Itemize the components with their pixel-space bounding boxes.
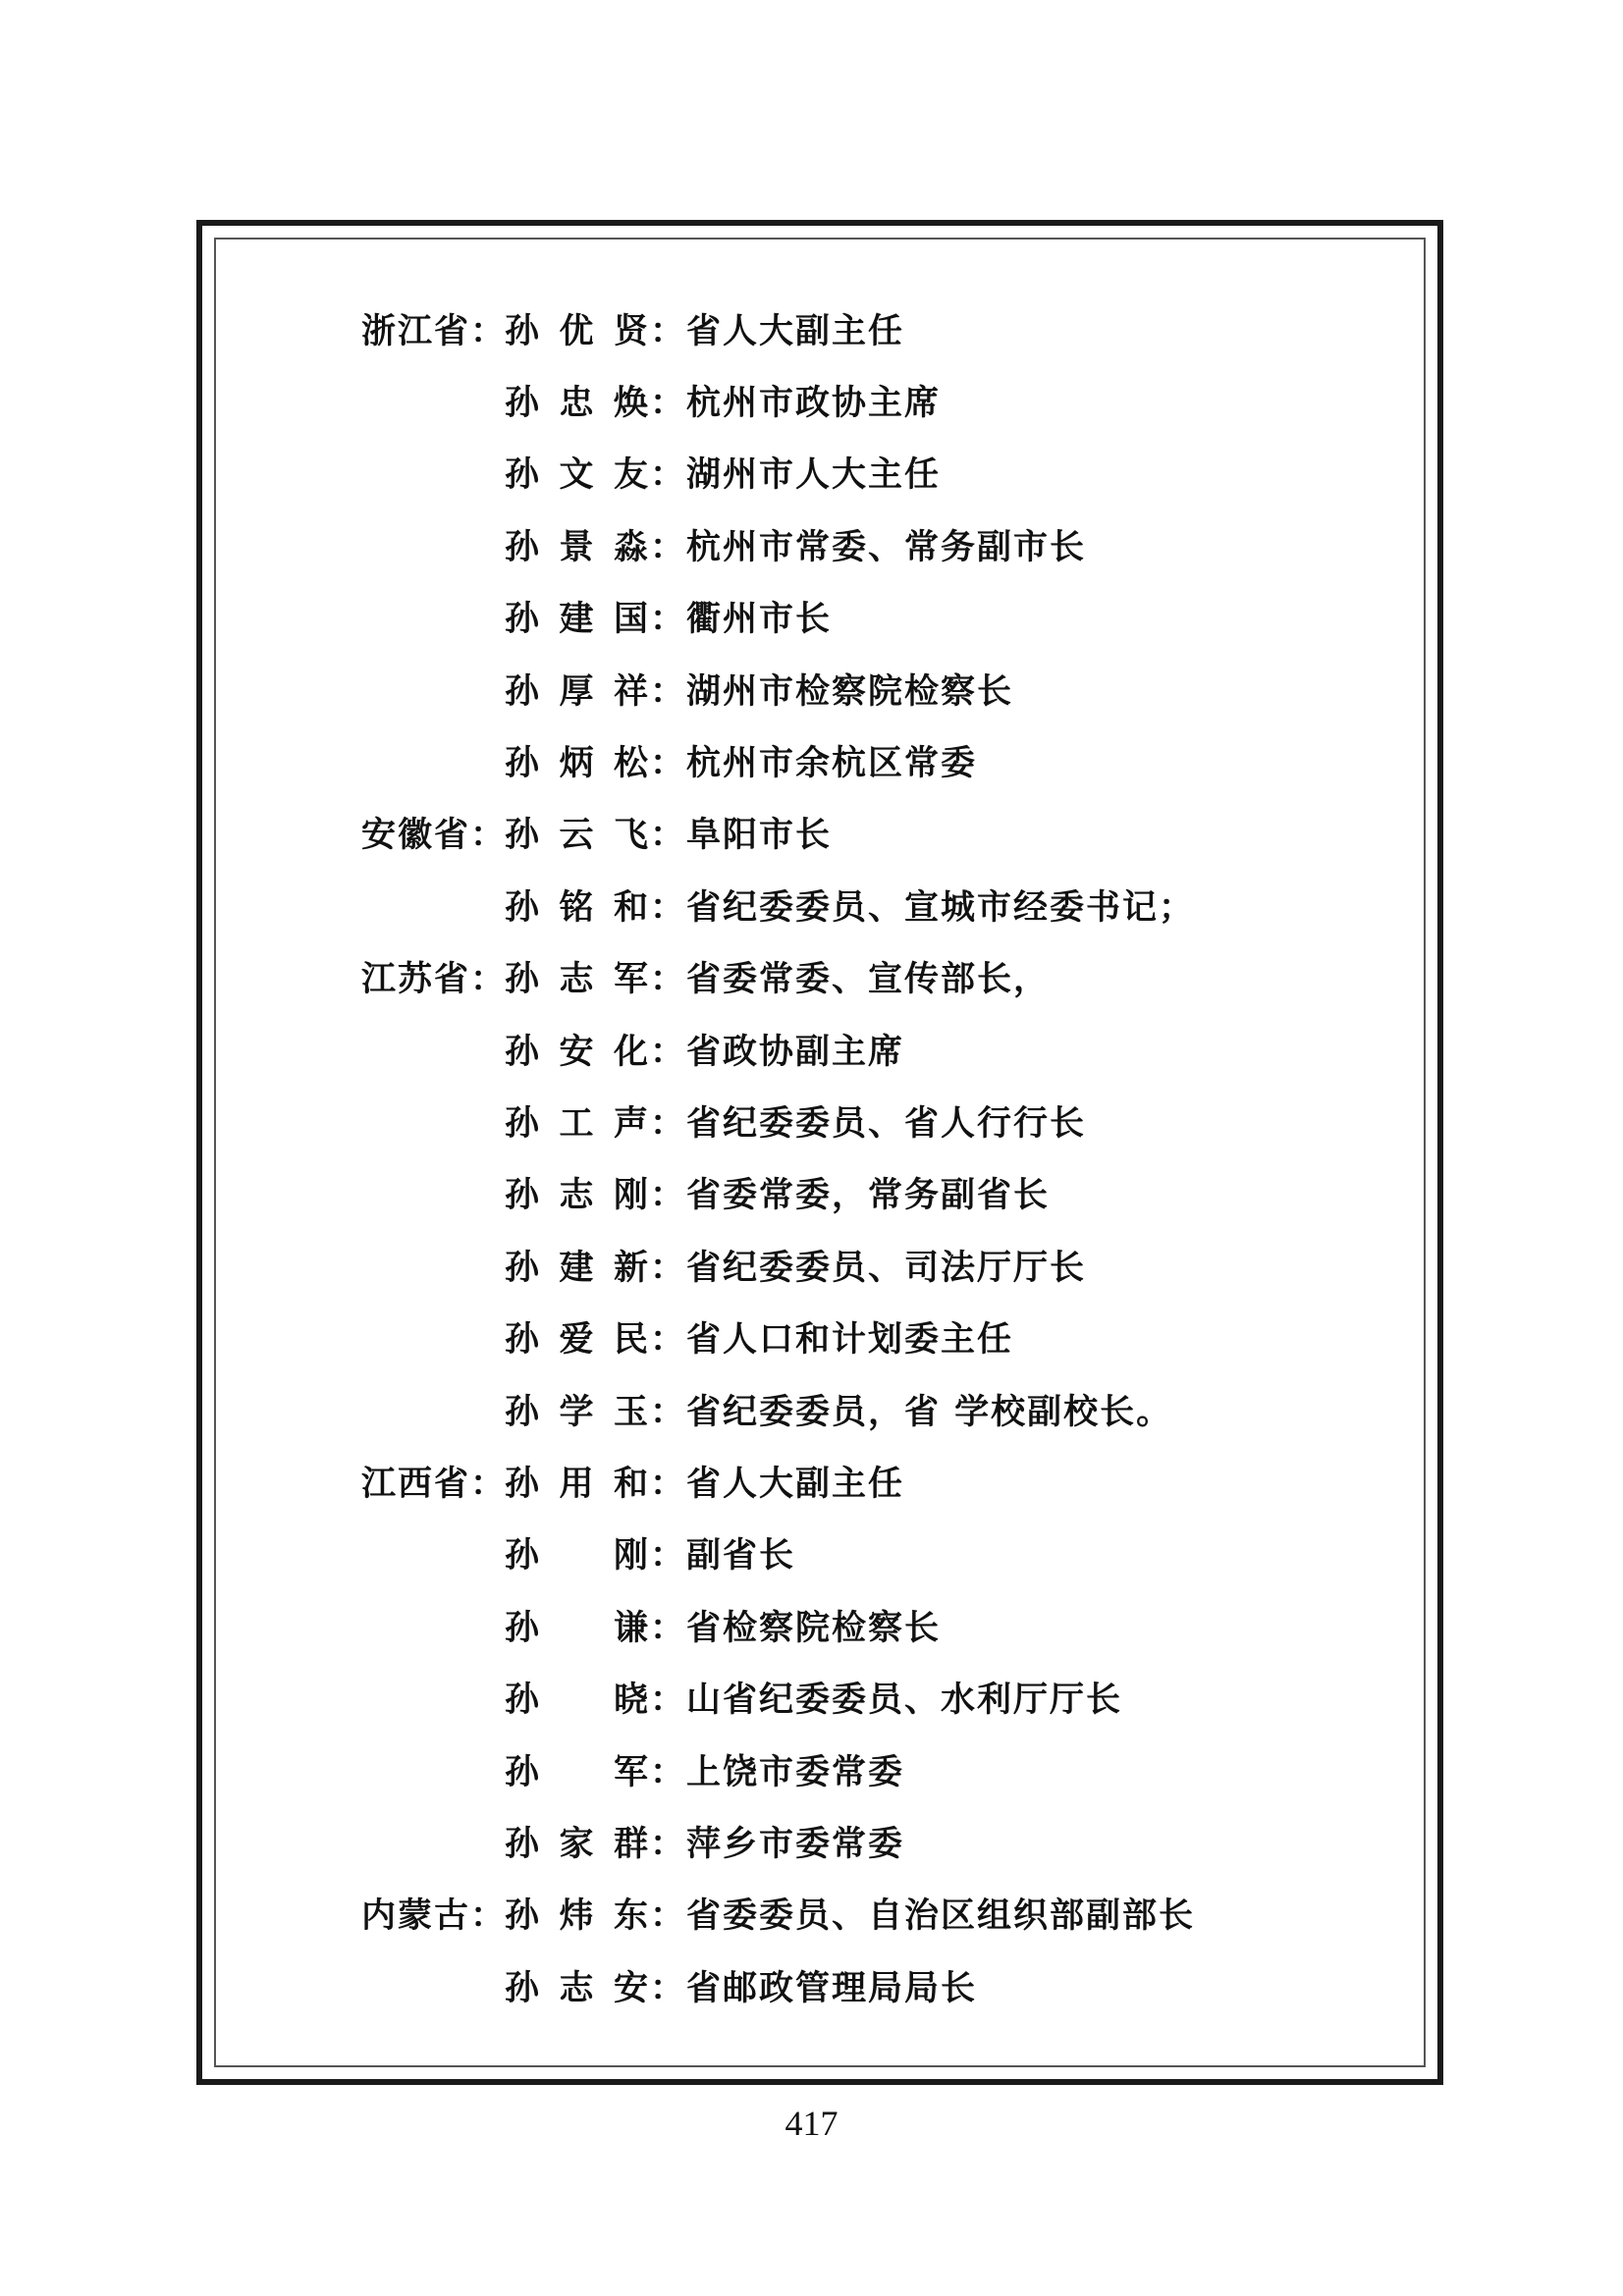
official-title: ：萍乡市委常委 — [650, 1824, 905, 1864]
official-name: 孙爱民 — [505, 1320, 650, 1361]
official-name: 孙云飞 — [505, 816, 650, 856]
official-title: ：省政协副主席 — [650, 1032, 905, 1072]
list-item — [361, 1445, 1402, 1517]
list-item — [361, 1085, 1402, 1156]
official-title: ：省委委员、自治区组织部副部长 — [650, 1896, 1196, 1937]
list-item — [361, 653, 1402, 724]
official-list — [361, 293, 1402, 2021]
official-title: ：省纪委委员、宣城市经委书记； — [650, 887, 1196, 928]
official-name: 孙志刚 — [505, 1176, 650, 1216]
official-title: ：湖州市检察院检察长 — [650, 671, 1014, 712]
list-item — [361, 1734, 1402, 1805]
list-item — [361, 1949, 1402, 2021]
official-name: 孙 晓 — [505, 1681, 650, 1721]
official-name: 孙家群 — [505, 1824, 650, 1864]
list-item — [361, 1661, 1402, 1733]
official-name: 孙工声 — [505, 1103, 650, 1144]
list-item — [361, 1878, 1402, 1949]
official-title: ：省纪委委员、省人行行长 — [650, 1103, 1087, 1144]
official-name: 孙炜东 — [505, 1896, 650, 1937]
official-name: 孙忠焕 — [505, 384, 650, 424]
official-name: 孙 刚 — [505, 1536, 650, 1576]
list-item — [361, 724, 1402, 796]
official-title: ：省人大副主任 — [650, 311, 905, 351]
official-name: 孙景淼 — [505, 527, 650, 567]
official-title: ：杭州市常委、常务副市长 — [650, 527, 1087, 567]
official-name: 孙炳松 — [505, 744, 650, 784]
list-item — [361, 797, 1402, 869]
page-number: 417 — [784, 2104, 839, 2143]
official-name: 孙学玉 — [505, 1392, 650, 1432]
official-title: ：省纪委委员、司法厅厅长 — [650, 1248, 1087, 1288]
official-title: ：湖州市人大主任 — [650, 455, 942, 496]
official-title: ：省检察院检察长 — [650, 1608, 942, 1648]
official-name: 孙厚祥 — [505, 671, 650, 712]
official-name: 孙志军 — [505, 960, 650, 1000]
official-name: 孙安化 — [505, 1032, 650, 1072]
official-title: ：阜阳市长 — [650, 816, 833, 856]
official-name: 孙 军 — [505, 1752, 650, 1792]
province-label: 安徽省： — [361, 816, 508, 856]
official-title: ：山省纪委委员、水利厅厅长 — [650, 1681, 1123, 1721]
list-item — [361, 581, 1402, 653]
official-name: 孙用和 — [505, 1464, 650, 1504]
province-label: 内蒙古： — [361, 1896, 508, 1937]
list-item — [361, 869, 1402, 940]
official-name: 孙 谦 — [505, 1608, 650, 1648]
official-name: 孙文友 — [505, 455, 650, 496]
official-title: ：省委常委、宣传部长， — [650, 960, 1051, 1000]
province-label: 江苏省： — [361, 960, 508, 1000]
list-item — [361, 1589, 1402, 1661]
list-item — [361, 364, 1402, 436]
official-title: ：杭州市政协主席 — [650, 384, 942, 424]
official-name: 孙铭和 — [505, 887, 650, 928]
list-item — [361, 1157, 1402, 1229]
list-item — [361, 1805, 1402, 1877]
official-name: 孙建新 — [505, 1248, 650, 1288]
official-title: ：省邮政管理局局长 — [650, 1968, 978, 2008]
list-item — [361, 941, 1402, 1013]
official-title: ：省委常委，常务副省长 — [650, 1176, 1051, 1216]
official-title: ：衢州市长 — [650, 600, 833, 640]
province-label: 浙江省： — [361, 311, 508, 351]
list-item — [361, 508, 1402, 580]
list-item — [361, 1518, 1402, 1589]
official-name: 孙志安 — [505, 1968, 650, 2008]
official-title: ：省纪委委员，省 学校副校长。 — [650, 1392, 1173, 1432]
list-item — [361, 1229, 1402, 1301]
official-title: ：副省长 — [650, 1536, 796, 1576]
official-title: ：省人口和计划委主任 — [650, 1320, 1014, 1361]
list-item — [361, 437, 1402, 508]
province-label: 江西省： — [361, 1464, 508, 1504]
list-item — [361, 1301, 1402, 1372]
official-title: ：杭州市余杭区常委 — [650, 744, 978, 784]
official-title: ：省人大副主任 — [650, 1464, 905, 1504]
official-name: 孙优贤 — [505, 311, 650, 351]
list-item — [361, 1013, 1402, 1085]
list-item — [361, 293, 1402, 364]
official-name: 孙建国 — [505, 600, 650, 640]
list-item — [361, 1373, 1402, 1445]
official-title: ：上饶市委常委 — [650, 1752, 905, 1792]
